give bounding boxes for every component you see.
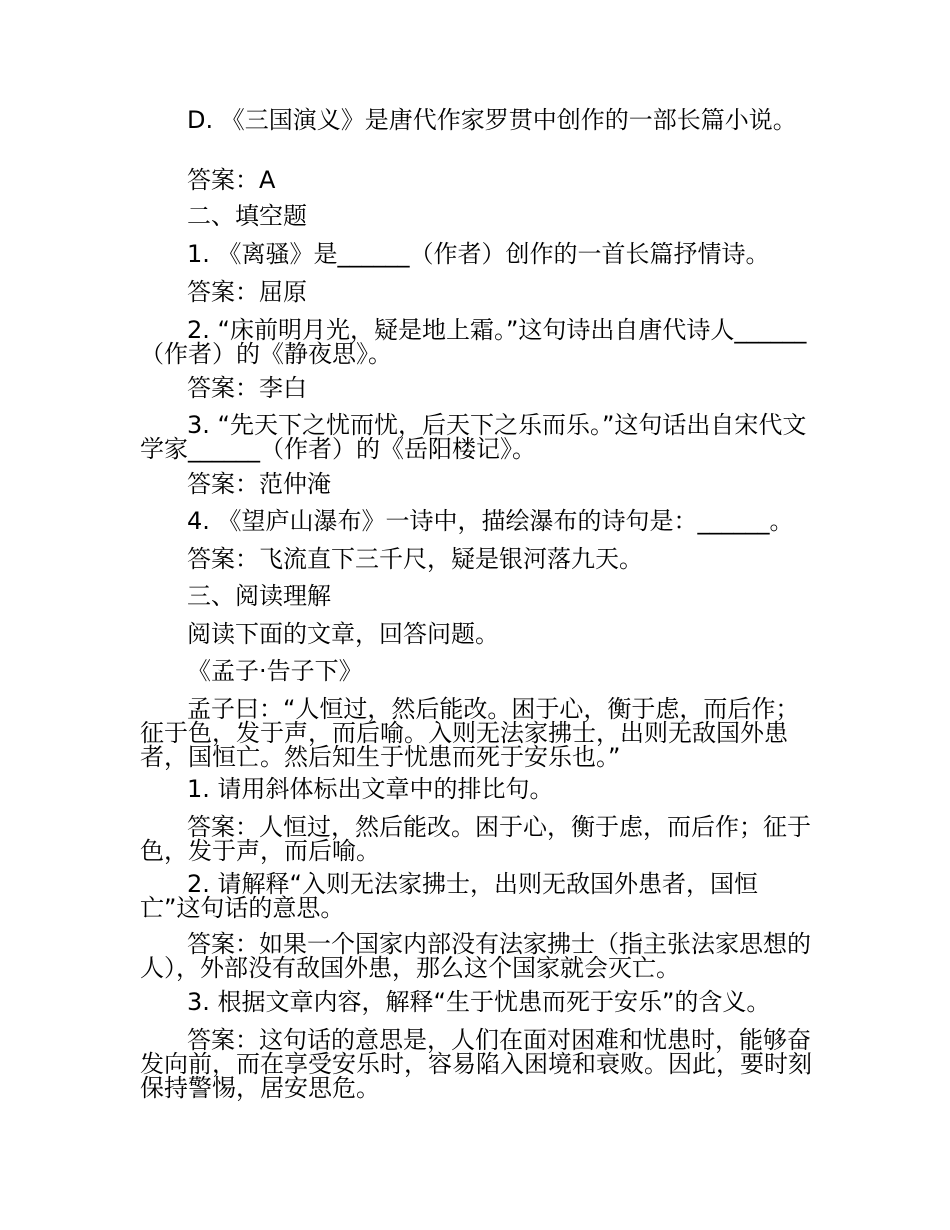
- paragraph-text: 答案：飞流直下三千尺，疑是银河落九天。: [187, 545, 643, 573]
- paragraph-option-d: [140, 108, 815, 132]
- passage-title: [140, 659, 815, 683]
- paragraph-answer: [140, 168, 815, 192]
- paragraph-text: 答案：这句话的意思是，人们在面对困难和忧患时，能够奋发向前，而在享受安乐时，容易陷入困境和衰败。因此，要时刻保持警惕，居安思危。: [140, 1026, 812, 1102]
- section-heading-reading: [140, 584, 815, 608]
- paragraph-text: 答案：A: [187, 166, 276, 194]
- section-heading-fill-blank: [140, 204, 815, 228]
- paragraph-text: 2. “床前明月光，疑是地上霜。”这句诗出自唐代诗人______（作者）的《静夜思》。: [140, 316, 807, 368]
- question-1: [140, 242, 815, 266]
- paragraph-text: 4. 《望庐山瀑布》一诗中，描绘瀑布的诗句是：______。: [187, 507, 794, 535]
- paragraph-text: 1. 《离骚》是______（作者）创作的一首长篇抒情诗。: [187, 240, 770, 268]
- paragraph-text: 3. 根据文章内容，解释“生于忧患而死于安乐”的含义。: [187, 988, 771, 1016]
- reading-question-3: [140, 990, 815, 1014]
- paragraph-text: 1. 请用斜体标出文章中的排比句。: [187, 775, 554, 803]
- paragraph-answer: [140, 376, 815, 400]
- paragraph-text: 3. “先天下之忧而忧，后天下之乐而乐。”这句话出自宋代文学家______（作者）的《岳阳楼记》。: [140, 411, 807, 463]
- paragraph-answer: [140, 1028, 815, 1100]
- paragraph-text: D. 《三国演义》是唐代作家罗贯中创作的一部长篇小说。: [187, 106, 797, 134]
- paragraph-text: 答案：如果一个国家内部没有法家拂士（指主张法家思想的人），外部没有敌国外患，那么这个国家就会灭亡。: [140, 930, 811, 982]
- paragraph-text: 答案：范仲淹: [187, 470, 331, 498]
- paragraph-text: 2. 请解释“入则无法家拂士，出则无敌国外患者，国恒亡”这句话的意思。: [140, 870, 758, 922]
- paragraph-text: 二、填空题: [187, 202, 307, 230]
- question-4: [140, 509, 815, 533]
- reading-question-2: [140, 872, 815, 920]
- reading-question-1: [140, 777, 815, 801]
- paragraph-text: 答案：人恒过，然后能改。困于心，衡于虑，而后作；征于色，发于声，而后喻。: [140, 813, 811, 865]
- paragraph-answer: [140, 547, 815, 571]
- paragraph-answer: [140, 472, 815, 496]
- paragraph-answer: [140, 815, 815, 863]
- paragraph-answer: [140, 280, 815, 304]
- paragraph-text: 答案：屈原: [187, 278, 307, 306]
- paragraph-text: 阅读下面的文章，回答问题。: [187, 620, 499, 648]
- question-3: [140, 413, 815, 461]
- paragraph-text: 三、阅读理解: [187, 582, 331, 610]
- paragraph-text: 孟子曰：“人恒过，然后能改。困于心，衡于虑，而后作；征于色，发于声，而后喻。入则无法家拂士，出则无敌国外患者，国恒亡。然后知生于忧患而死于安乐也。”: [140, 695, 800, 771]
- passage-text: [140, 697, 815, 769]
- paragraph-answer: [140, 932, 815, 980]
- paragraph-text: 《孟子·告子下》: [187, 657, 363, 685]
- reading-instruction: [140, 622, 815, 646]
- paragraph-text: 答案：李白: [187, 374, 307, 402]
- question-2: [140, 318, 815, 366]
